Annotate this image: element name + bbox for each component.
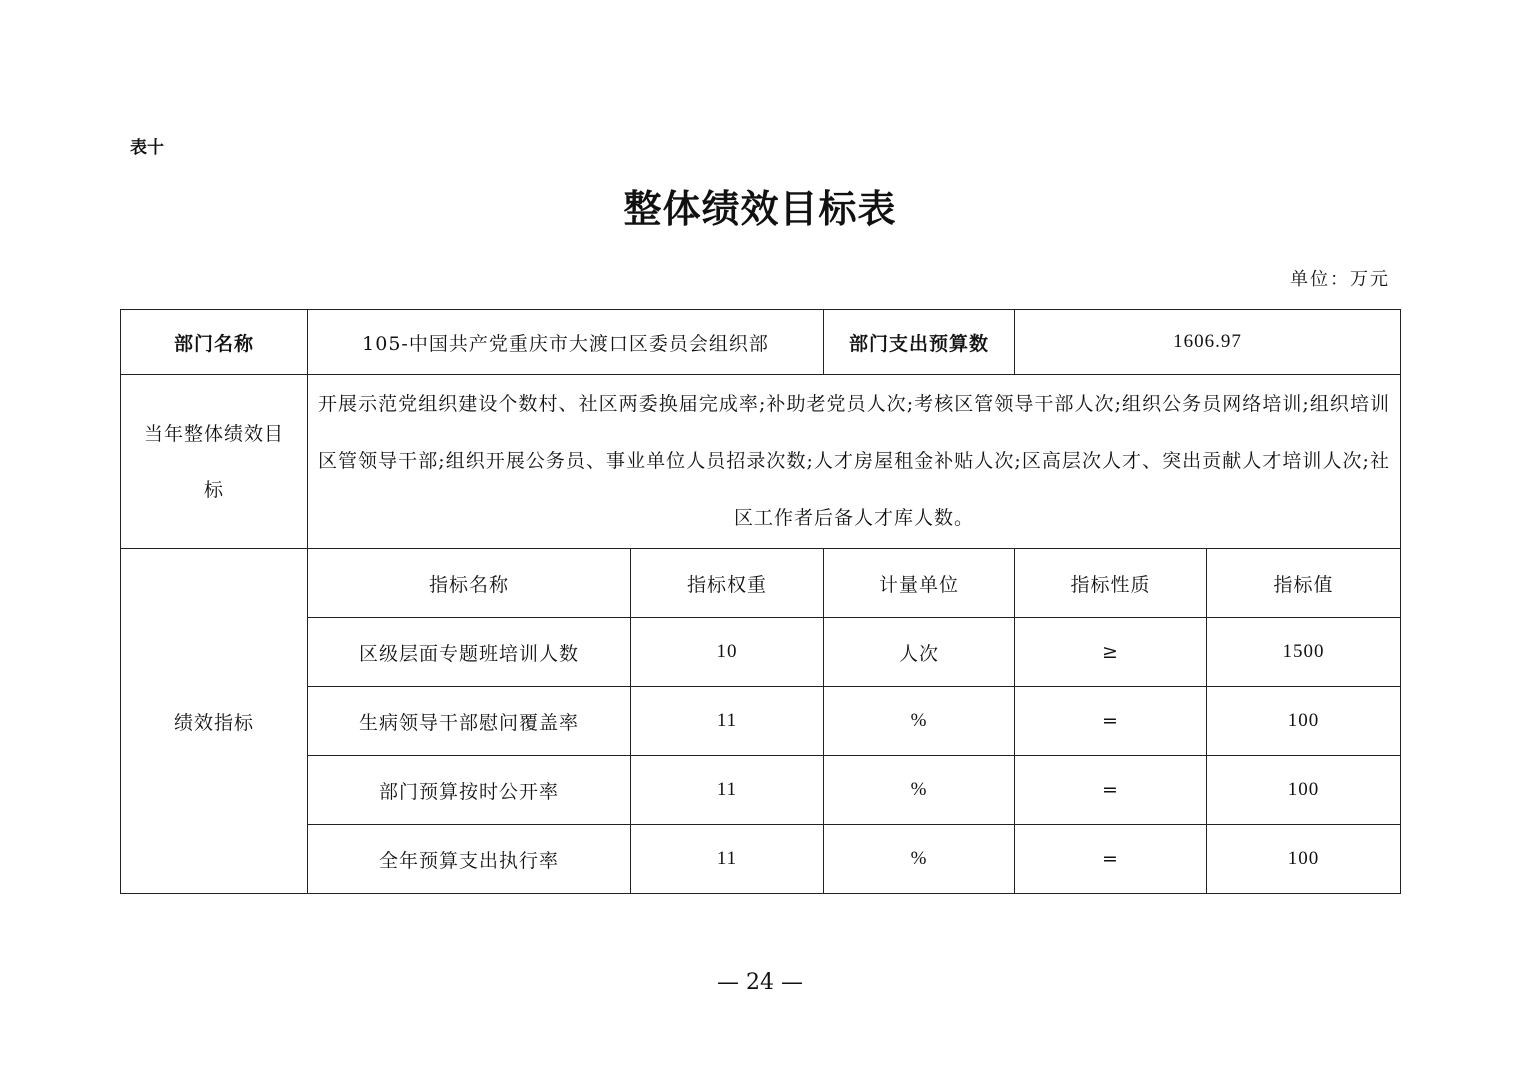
dept-name-label: 部门名称: [121, 310, 308, 375]
indicator-value: 100: [1207, 756, 1401, 825]
indicator-weight: 11: [631, 756, 824, 825]
indicator-weight: 11: [631, 687, 824, 756]
indicator-value: 100: [1207, 825, 1401, 894]
column-header: 指标值: [1207, 549, 1401, 618]
indicator-unit: %: [824, 825, 1015, 894]
goal-label: 当年整体绩效目标: [121, 375, 308, 549]
indicator-name: 区级层面专题班培训人数: [308, 618, 631, 687]
indicator-weight: 11: [631, 825, 824, 894]
column-header: 计量单位: [824, 549, 1015, 618]
indicator-weight: 10: [631, 618, 824, 687]
page-number: — 24 —: [717, 970, 803, 995]
indicator-header-row: [121, 549, 1401, 618]
column-header: 指标名称: [308, 549, 631, 618]
indicator-nature: ≥: [1015, 618, 1207, 687]
column-header: 指标权重: [631, 549, 824, 618]
indicator-unit: %: [824, 756, 1015, 825]
indicator-name: 生病领导干部慰问覆盖率: [308, 687, 631, 756]
indicator-nature: =: [1015, 756, 1207, 825]
budget-label: 部门支出预算数: [824, 310, 1015, 375]
indicator-unit: %: [824, 687, 1015, 756]
summary-row: [121, 310, 1401, 375]
table-row: [121, 687, 1401, 756]
table-row: [121, 618, 1401, 687]
budget-value: 1606.97: [1015, 310, 1401, 375]
table-row: [121, 756, 1401, 825]
page-title: 整体绩效目标表: [623, 187, 897, 231]
column-header: 指标性质: [1015, 549, 1207, 618]
table-row: [121, 825, 1401, 894]
indicator-unit: 人次: [824, 618, 1015, 687]
indicator-name: 全年预算支出执行率: [308, 825, 631, 894]
indicator-value: 100: [1207, 687, 1401, 756]
indicator-name: 部门预算按时公开率: [308, 756, 631, 825]
performance-goal-table: [120, 309, 1401, 894]
dept-name-value: 105-中国共产党重庆市大渡口区委员会组织部: [308, 310, 824, 375]
table-number-label: 表十: [130, 138, 164, 158]
unit-label: 单位：万元: [1290, 269, 1390, 290]
indicator-value: 1500: [1207, 618, 1401, 687]
indicators-label: 绩效指标: [121, 549, 308, 894]
indicator-nature: =: [1015, 825, 1207, 894]
indicator-nature: =: [1015, 687, 1207, 756]
goal-text: 开展示范党组织建设个数村、社区两委换届完成率;补助老党员人次;考核区管领导干部人次;组织公务员网络培训;组织培训区管领导干部;组织开展公务员、事业单位人员招录次数;人才房屋租金补贴人次;区高层次人才、突出贡献人才培训人次;社区工作者后备人才库人数。: [308, 375, 1401, 549]
goal-row: [121, 375, 1401, 549]
